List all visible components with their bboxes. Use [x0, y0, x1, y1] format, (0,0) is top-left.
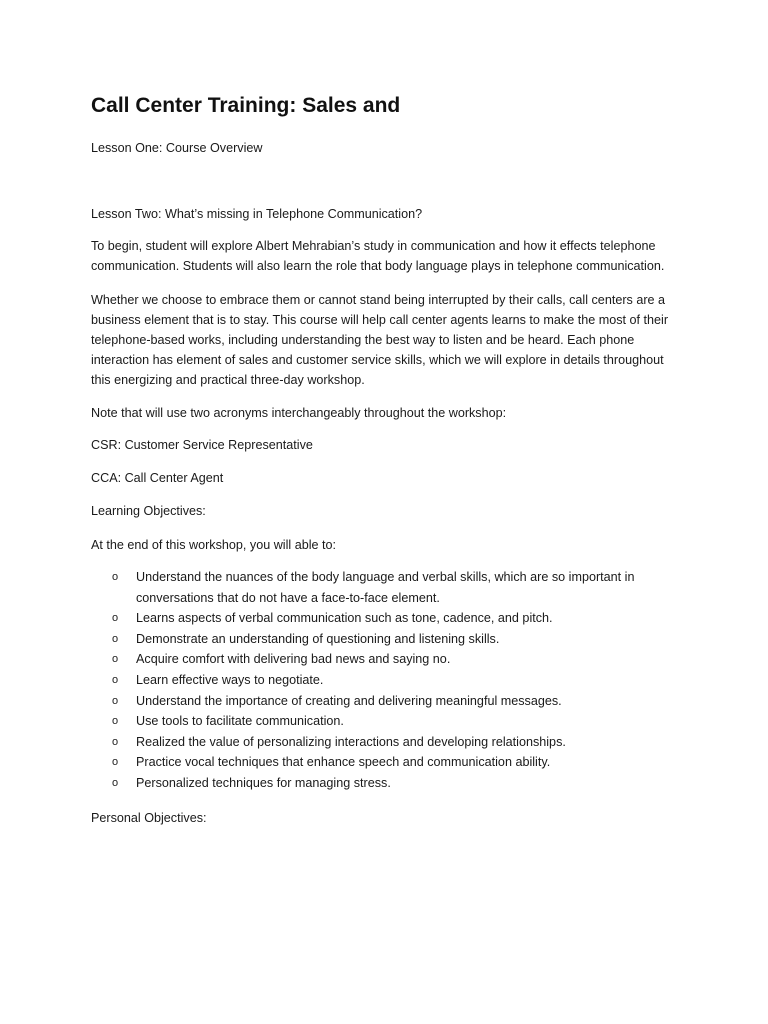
objective-text: Personalized techniques for managing stress. — [136, 775, 391, 790]
list-item — [91, 691, 676, 712]
list-item — [91, 670, 676, 691]
lesson-two-heading: Lesson Two: What’s missing in Telephone Communication? — [91, 207, 423, 221]
list-item — [91, 773, 676, 794]
body-paragraph: Whether we choose to embrace them or cannot stand being interrupted by their calls, call centers are a business element that is to stay. This course will help call center agents learns to make the most of their telephone-based works, including understanding the best way to listen and be heard. Each phone interaction has element of sales and customer service skills, which we will explore in details throughout this energizing and practical three-day workshop. — [91, 293, 669, 387]
list-item — [91, 752, 676, 773]
objective-text: Learns aspects of verbal communication such as tone, cadence, and pitch. — [136, 611, 553, 626]
lesson-one-heading: Lesson One: Course Overview — [91, 141, 263, 155]
bullet-marker-icon: o — [112, 756, 119, 769]
objective-text: Acquire comfort with delivering bad news and saying no. — [136, 652, 451, 667]
list-item — [91, 711, 676, 732]
list-item — [91, 608, 676, 629]
intro-paragraph: To begin, student will explore Albert Mehrabian’s study in communication and how it effects telephone communication. Students will also learn the role that body language plays in telephone communication. — [91, 239, 665, 273]
bullet-marker-icon: o — [112, 735, 119, 748]
list-item — [91, 732, 676, 753]
acronym-note: Note that will use two acronyms interchangeably throughout the workshop: — [91, 406, 507, 420]
bullet-marker-icon: o — [112, 632, 119, 645]
list-item — [91, 629, 676, 650]
csr-definition: CSR: Customer Service Representative — [91, 438, 313, 452]
document-title: Call Center Training: Sales and — [91, 94, 401, 117]
objective-text: Practice vocal techniques that enhance speech and communication ability. — [136, 755, 551, 770]
list-item — [91, 649, 676, 670]
cca-definition: CCA: Call Center Agent — [91, 471, 224, 485]
objectives-list — [91, 567, 691, 794]
personal-objectives-heading: Personal Objectives: — [91, 811, 207, 825]
objectives-intro: At the end of this workshop, you will able to: — [91, 538, 337, 552]
objective-text: Use tools to facilitate communication. — [136, 714, 344, 729]
bullet-marker-icon: o — [112, 776, 119, 789]
list-item — [91, 567, 676, 608]
learning-objectives-heading: Learning Objectives: — [91, 504, 206, 518]
bullet-marker-icon: o — [112, 571, 119, 583]
objective-text: Demonstrate an understanding of questioning and listening skills. — [136, 631, 500, 646]
bullet-marker-icon: o — [112, 694, 119, 707]
objective-text: Learn effective ways to negotiate. — [136, 672, 324, 687]
bullet-marker-icon: o — [112, 673, 119, 686]
objective-text: Realized the value of personalizing interactions and developing relationships. — [136, 734, 566, 749]
bullet-marker-icon: o — [112, 612, 119, 625]
bullet-marker-icon: o — [112, 653, 119, 666]
objective-text: Understand the nuances of the body language and verbal skills, which are so important in conversations that do not have a face-to-face element. — [136, 570, 635, 605]
bullet-marker-icon: o — [112, 715, 119, 728]
objective-text: Understand the importance of creating and delivering meaningful messages. — [136, 693, 562, 708]
